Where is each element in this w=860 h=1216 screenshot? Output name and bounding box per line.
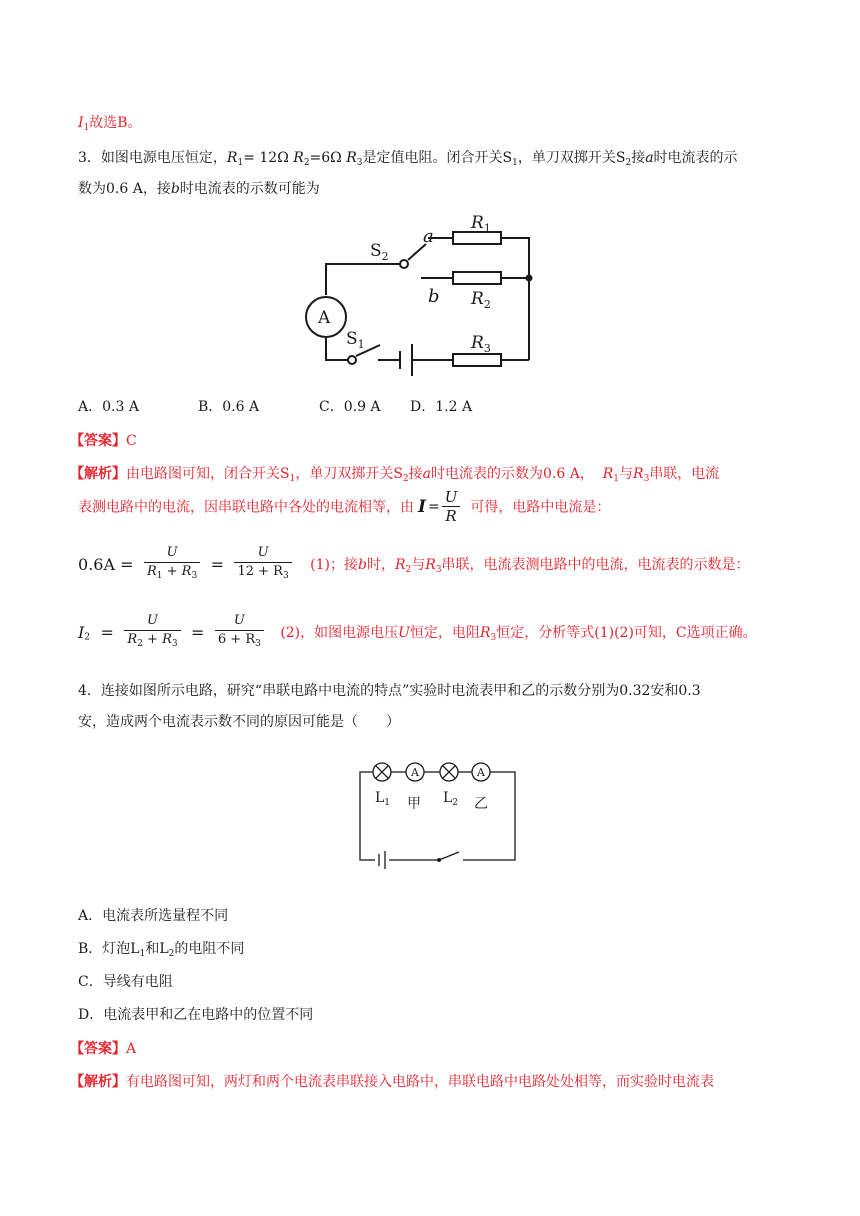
jia-label: 甲 — [407, 796, 421, 812]
q4-answer: 【答案】A — [70, 1041, 137, 1057]
question-3-line-1: 3．如图电源电压恒定，$R_1= 12\Omega$ $R_2=6\Omega$ $R_3$是定值电阻。闭合开关$S_1$，单刀双掷开关$S_2$接a时电流表的示 — [78, 150, 738, 168]
q4-explanation-line-1: 【解析】有电路图可知，两灯和两个电流表串联接入电路中，串联电路中电路处处相等，而实验时电流表 — [70, 1074, 714, 1090]
q3-option-b: B．0.6 A — [198, 399, 260, 415]
s1-label: $S_1$ — [346, 329, 365, 351]
circuit-diagram-2 — [355, 760, 525, 870]
yi-label: 乙 — [474, 796, 488, 812]
q3-option-c: C．0.9 A — [319, 399, 381, 415]
a-terminal-label: a — [423, 226, 434, 247]
b-terminal-label: b — [428, 286, 440, 307]
question-4-line-1: 4．连接如图所示电路，研究“串联电路中电流的特点”实验时电流表甲和乙的示数分别为0.32安和0.3 — [78, 683, 701, 699]
l1-label: $L_1$ — [375, 790, 391, 808]
q4-option-c: C．导线有电阻 — [78, 974, 173, 990]
r1-label: $R_1$ — [471, 213, 491, 235]
ammeter-jia-label: A — [411, 766, 419, 779]
q3-answer: 【答案】C — [70, 433, 137, 449]
q3-option-d: D．1.2 A — [410, 399, 473, 415]
question-3-line-2: 数为0.6 A，接b时电流表的示数可能为 — [78, 181, 320, 197]
ammeter-label: A — [318, 308, 331, 328]
circuit-diagram-1 — [300, 210, 560, 380]
q3-explanation-line-2: 表测电路中的电流，因串联电路中各处的电流相等，由 I = $\frac{U}{R}$ 可得，电路中电流是： — [78, 488, 611, 525]
r2-label: $R_2$ — [471, 289, 491, 311]
question-4-line-2: 安，造成两个电流表示数不同的原因可能是（ ） — [78, 714, 400, 730]
q4-option-d: D．电流表甲和乙在电路中的位置不同 — [78, 1007, 314, 1023]
r3-label: $R_3$ — [471, 333, 491, 355]
ammeter-yi-label: A — [477, 766, 485, 779]
previous-answer-line: $I_1$故选B。 — [78, 115, 142, 133]
equation-1: 0.6A = $\frac{U}{R_1 + R_3}$ = $\frac{U}{12 + R_3}$ (1)；接b时，$R_2$与$R_3$串联，电流表测电路中的电流，电流表的示数是： — [78, 545, 750, 581]
l2-label: $L_2$ — [443, 790, 459, 808]
q3-option-a: A．0.3 A — [78, 399, 139, 415]
equation-2: $I_2$ = $\frac{U}{R_2 + R_3}$ = $\frac{U}{6 + R_3}$ (2)，如图电源电压U恒定，电阻$R_3$恒定，分析等式(1)(2)可知，C选项正确。 — [78, 613, 757, 649]
q3-explanation-line-1: 【解析】由电路图可知，闭合开关$S_1$，单刀双掷开关$S_2$接a时电流表的示数为0.6 A， $R_1$与$R_3$串联，电流 — [70, 466, 720, 484]
s2-label: $S_2$ — [370, 241, 389, 263]
q4-option-a: A．电流表所选量程不同 — [78, 908, 229, 924]
q4-option-b: B．灯泡$L_1$和$L_2$的电阻不同 — [78, 941, 245, 959]
